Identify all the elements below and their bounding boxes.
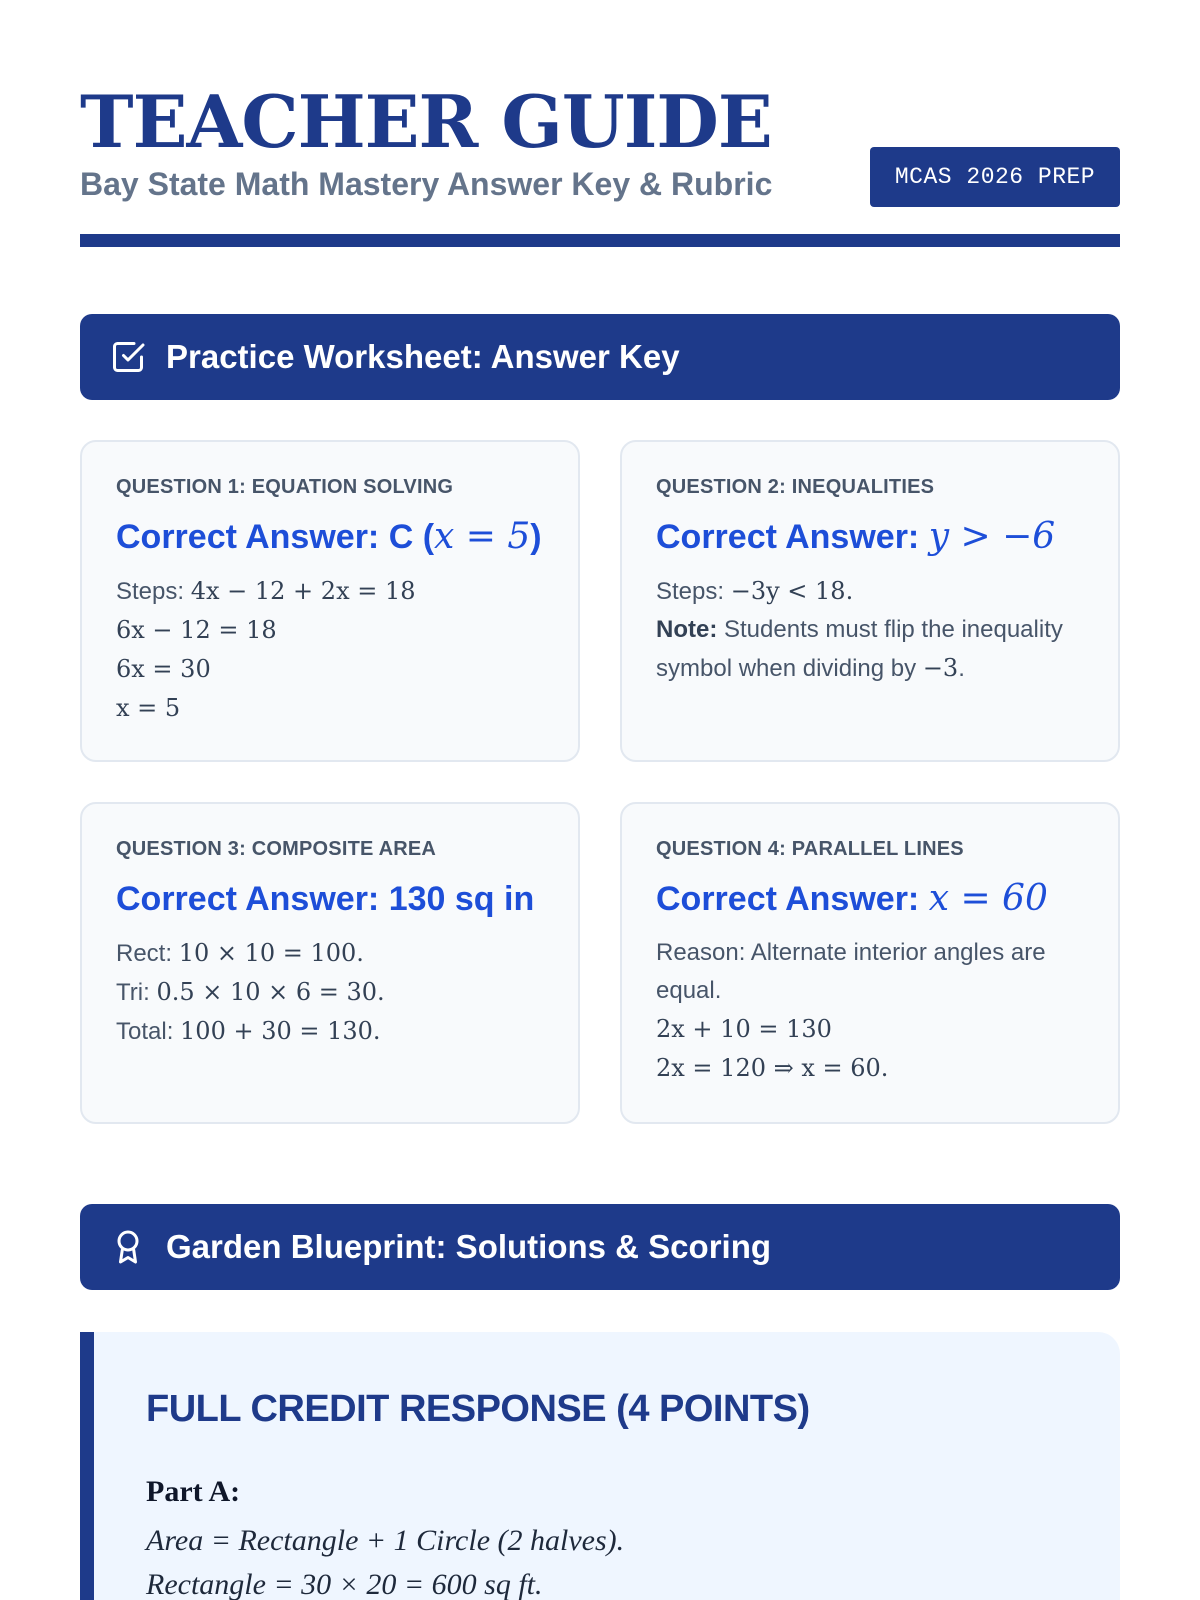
- answer-card-q3: [80, 802, 580, 1124]
- step-line: [656, 1010, 1084, 1049]
- row-math: 10 × 10 = 100.: [178, 939, 364, 967]
- note-math: −3: [922, 654, 959, 682]
- solution-steps: [116, 572, 544, 728]
- correct-answer: [656, 512, 1084, 562]
- note-end: .: [958, 655, 965, 682]
- header-divider: [80, 234, 1120, 247]
- answer-math: y > −6: [928, 516, 1056, 557]
- answer-prefix: Correct Answer:: [656, 880, 929, 918]
- row-math: 0.5 × 10 × 6 = 30.: [156, 978, 385, 1006]
- part-a-label: Part A:: [146, 1475, 241, 1508]
- question-label: QUESTION 2: INEQUALITIES: [656, 476, 935, 498]
- checkbox-icon: [108, 337, 148, 377]
- exam-prep-badge: MCAS 2026 PREP: [870, 147, 1120, 207]
- answer-math: x = 5: [434, 516, 531, 557]
- step-line: [116, 934, 544, 973]
- answer-suffix: ): [530, 518, 542, 556]
- solution-steps: [116, 934, 544, 1051]
- question-label: QUESTION 1: EQUATION SOLVING: [116, 476, 454, 498]
- section-title: Practice Worksheet: Answer Key: [166, 338, 680, 375]
- question-label: QUESTION 4: PARALLEL LINES: [656, 838, 964, 860]
- teacher-note: [656, 611, 1084, 688]
- garden-blueprint-section-header: [80, 1204, 1120, 1290]
- step-line: [116, 650, 544, 689]
- step-math: 6x = 30: [116, 655, 211, 683]
- step-math: 2x + 10 = 130: [656, 1015, 832, 1043]
- step-math: 4x − 12 + 2x = 18: [190, 577, 416, 605]
- step-line: [116, 572, 544, 611]
- row-math: 100 + 30 = 130.: [180, 1017, 381, 1045]
- correct-answer: Correct Answer: 130 sq in: [116, 880, 535, 918]
- page-title: TEACHER GUIDE: [80, 79, 772, 164]
- solution-steps: [656, 572, 1084, 688]
- correct-answer: [656, 874, 1084, 924]
- rubric-line: Area = Rectangle + 1 Circle (2 halves).: [146, 1524, 625, 1557]
- row-label: Rect:: [116, 940, 179, 967]
- step-line: [116, 973, 544, 1012]
- step-line: [116, 689, 544, 728]
- answer-prefix: Correct Answer: C (: [116, 518, 435, 556]
- steps-label: Steps:: [116, 578, 191, 605]
- step-math: x = 5: [116, 694, 181, 722]
- correct-answer: [116, 512, 544, 562]
- question-label: QUESTION 3: COMPOSITE AREA: [116, 838, 437, 860]
- answer-key-section-header: [80, 314, 1120, 400]
- answer-card-q1: [80, 440, 580, 762]
- step-line: [656, 572, 1084, 611]
- reason-line: Reason: Alternate interior angles are equal.: [656, 939, 1046, 1004]
- step-math: 2x = 120 ⇒ x = 60.: [656, 1054, 889, 1082]
- step-line: [116, 1012, 544, 1051]
- full-credit-rubric: [80, 1332, 1120, 1600]
- note-label: Note:: [656, 616, 718, 643]
- step-line: [656, 1049, 1084, 1088]
- step-math: 6x − 12 = 18: [116, 616, 277, 644]
- step-line: [116, 611, 544, 650]
- answer-card-q2: [620, 440, 1120, 762]
- row-label: Tri:: [116, 979, 157, 1006]
- answer-card-q4: [620, 802, 1120, 1124]
- answer-math: x = 60: [928, 878, 1048, 919]
- section-title: Garden Blueprint: Solutions & Scoring: [166, 1228, 772, 1265]
- row-label: Total:: [116, 1018, 181, 1045]
- rubric-line: Rectangle = 30 × 20 = 600 sq ft.: [146, 1568, 543, 1600]
- steps-label: Steps:: [656, 578, 731, 605]
- page-header: [80, 0, 1120, 248]
- page-subtitle: Bay State Math Mastery Answer Key & Rubric: [80, 166, 773, 202]
- note-text: Students must flip the inequality symbol when dividing by: [656, 616, 1063, 682]
- step-math: −3y < 18.: [730, 577, 854, 605]
- solution-steps: [656, 934, 1084, 1088]
- rubric-heading: FULL CREDIT RESPONSE (4 POINTS): [146, 1388, 810, 1430]
- award-ribbon-icon: [108, 1227, 148, 1267]
- answer-prefix: Correct Answer:: [656, 518, 929, 556]
